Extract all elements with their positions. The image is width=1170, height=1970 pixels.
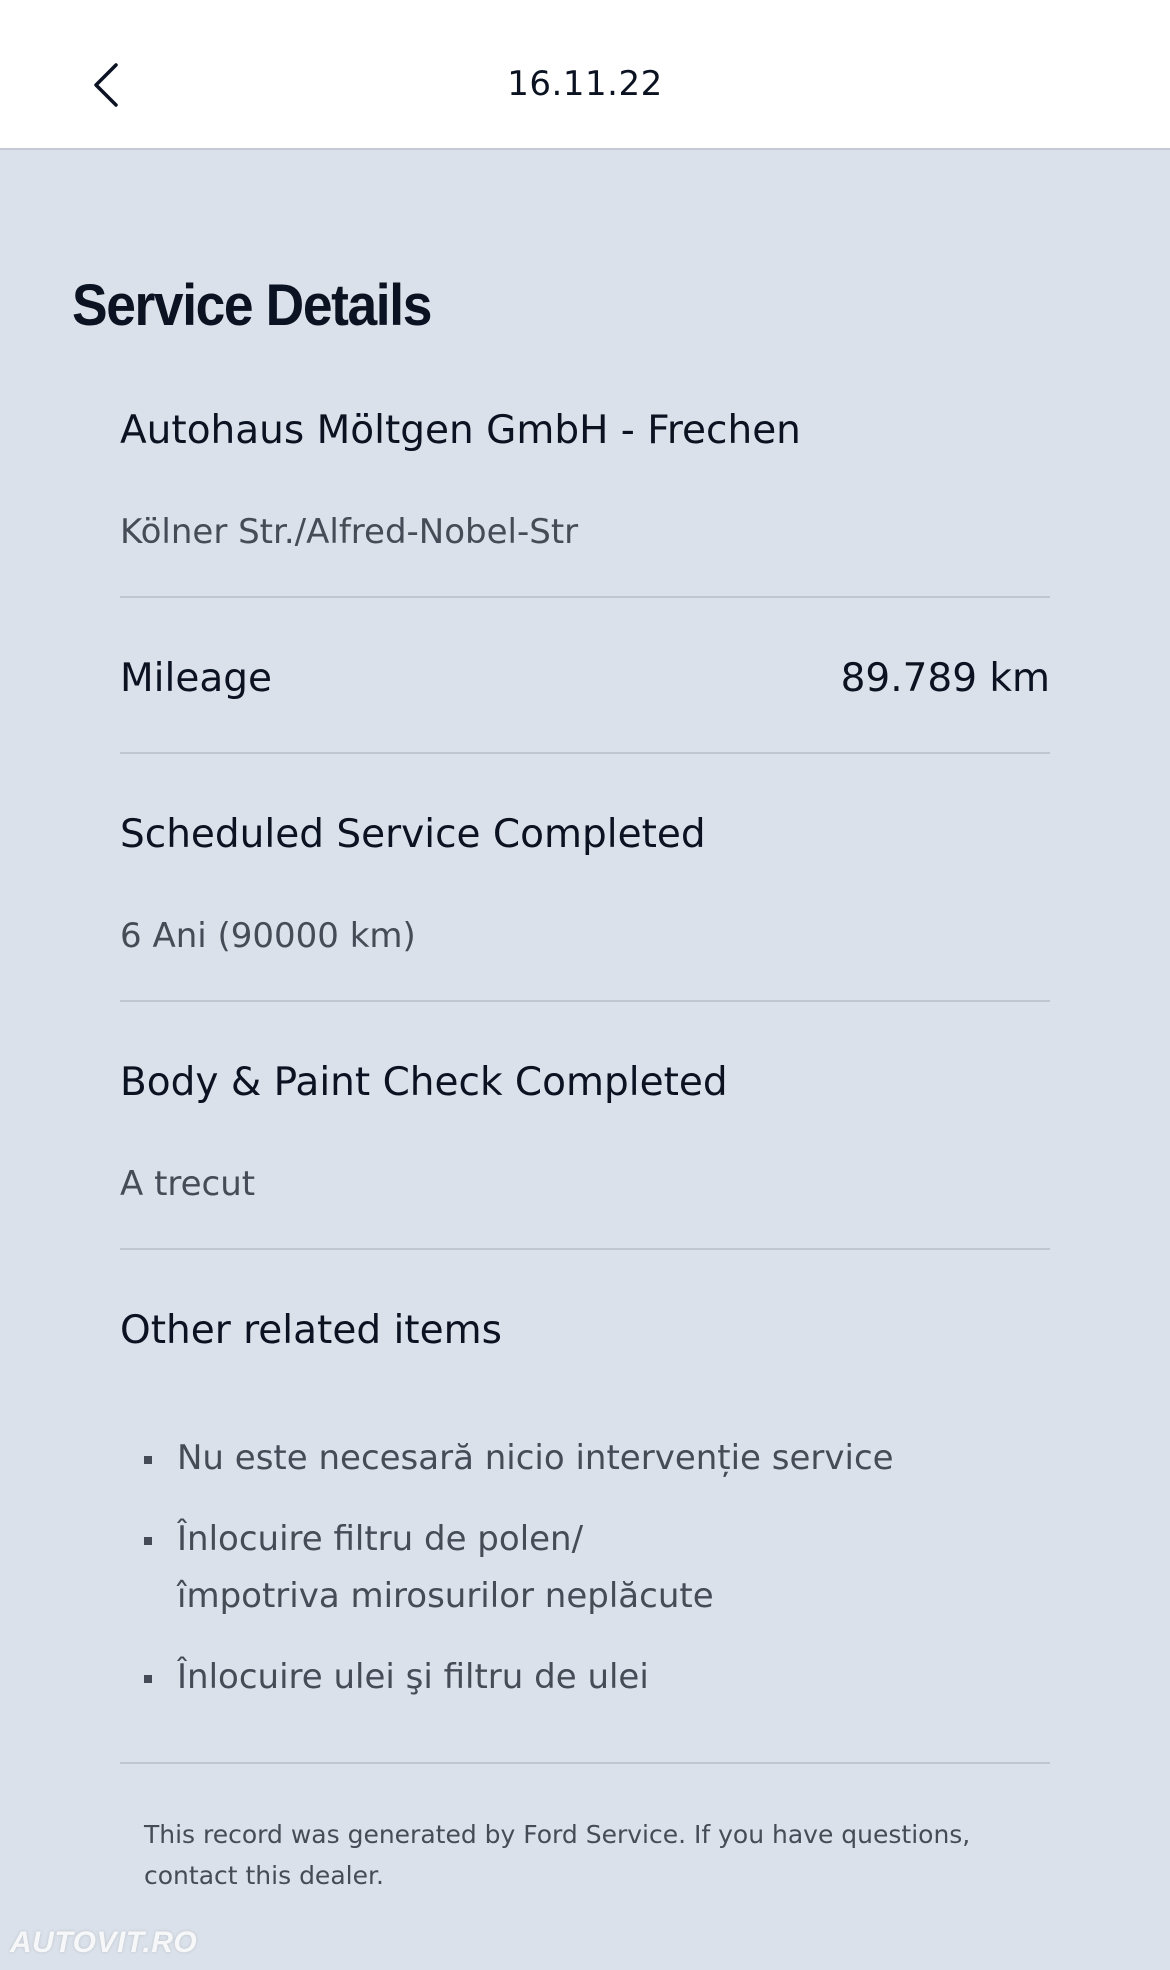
page-title: Service Details bbox=[72, 273, 432, 338]
body-paint-title: Body & Paint Check Completed bbox=[120, 1060, 728, 1105]
watermark-logo: AUTOVIT.RO bbox=[10, 1926, 198, 1959]
bullet-icon bbox=[144, 1675, 152, 1683]
divider bbox=[120, 1762, 1050, 1764]
mileage-label: Mileage bbox=[120, 656, 272, 701]
body-paint-detail: A trecut bbox=[120, 1164, 256, 1204]
mileage-value: 89.789 km bbox=[840, 656, 1050, 701]
divider bbox=[120, 1000, 1050, 1002]
list-item bbox=[120, 1511, 1020, 1625]
footer-note: This record was generated by Ford Service. If you have questions, contact this dealer. bbox=[144, 1820, 971, 1890]
list-item bbox=[120, 1430, 1020, 1487]
divider bbox=[120, 752, 1050, 754]
bullet-icon bbox=[144, 1456, 152, 1464]
bullet-icon bbox=[144, 1537, 152, 1545]
header-date-title: 16.11.22 bbox=[507, 64, 663, 104]
list-item-text: Înlocuire filtru de polen/împotriva mirosurilor neplăcute bbox=[177, 1519, 714, 1616]
divider bbox=[120, 1248, 1050, 1250]
scheduled-service-detail: 6 Ani (90000 km) bbox=[120, 916, 416, 956]
divider bbox=[120, 596, 1050, 598]
scheduled-service-title: Scheduled Service Completed bbox=[120, 812, 706, 857]
list-item bbox=[120, 1649, 1020, 1706]
list-item-text: Înlocuire ulei şi filtru de ulei bbox=[177, 1657, 649, 1697]
other-items-list bbox=[120, 1430, 1020, 1730]
dealer-name: Autohaus Möltgen GmbH - Frechen bbox=[120, 408, 801, 453]
top-bar bbox=[0, 0, 1170, 150]
list-item-text: Nu este necesară nicio intervenție service bbox=[177, 1438, 894, 1478]
other-items-title: Other related items bbox=[120, 1308, 502, 1353]
dealer-address: Kölner Str./Alfred-Nobel-Str bbox=[120, 512, 579, 552]
